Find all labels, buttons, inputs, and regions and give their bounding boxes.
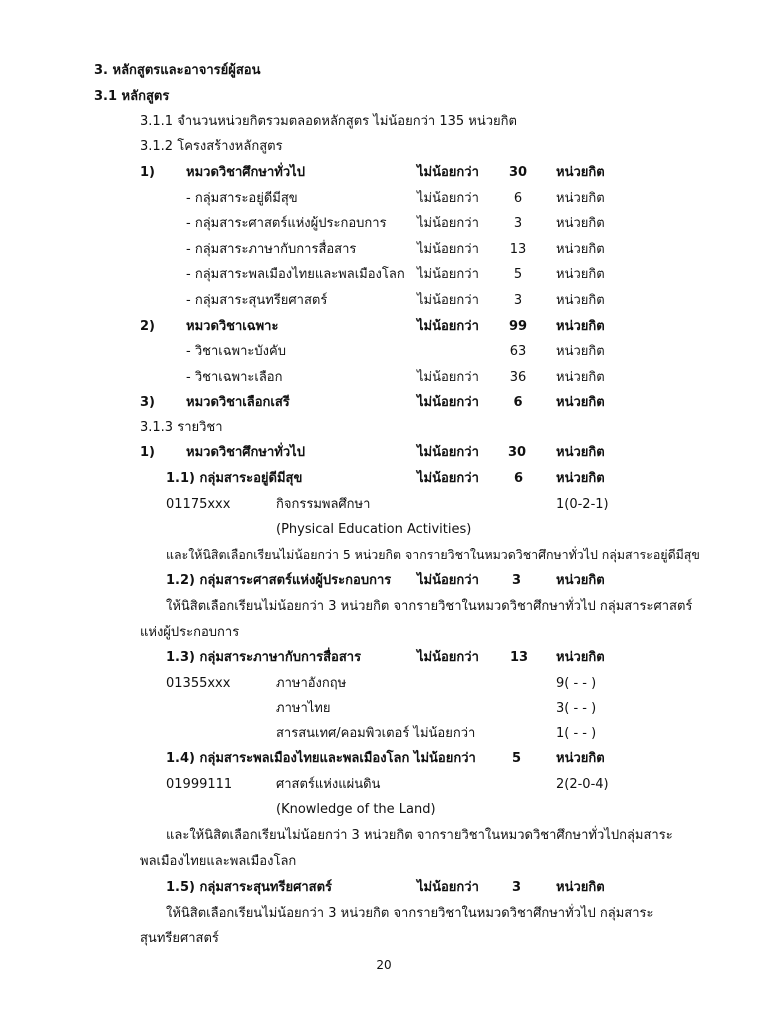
ge-min: ไม่น้อยกว่า xyxy=(417,445,479,460)
structure-row-minimum: ไม่น้อยกว่า xyxy=(417,242,479,257)
course-english-title: (Knowledge of the Land) xyxy=(276,802,436,817)
structure-row-minimum: ไม่น้อยกว่า xyxy=(417,216,479,231)
page-number: 20 xyxy=(376,958,392,972)
group-1-2-min: ไม่น้อยกว่า xyxy=(417,573,479,588)
group-1-1-note: และให้นิสิตเลือกเรียนไม่น้อยกว่า 5 หน่วยกิต จากรายวิชาในหมวดวิชาศึกษาทั่วไป กลุ่มสาระอยู่ดีมีสุข xyxy=(166,547,700,562)
structure-row-number: 3) xyxy=(140,395,155,410)
structure-row-unit: หน่วยกิต xyxy=(556,216,605,231)
ge-name: หมวดวิชาศึกษาทั่วไป xyxy=(186,445,305,460)
structure-row-minimum: ไม่น้อยกว่า xyxy=(417,319,479,334)
group-1-4-note-line2: พลเมืองไทยและพลเมืองโลก xyxy=(140,854,297,869)
structure-row-minimum: ไม่น้อยกว่า xyxy=(417,370,479,385)
group-1-4-credits: 5 xyxy=(512,751,522,766)
group-1-2-note-line2: แห่งผู้ประกอบการ xyxy=(140,625,240,640)
structure-row-unit: หน่วยกิต xyxy=(556,267,605,282)
structure-row-unit: หน่วยกิต xyxy=(556,370,605,385)
group-1-1-credits: 6 xyxy=(514,471,524,486)
structure-row-name: - วิชาเฉพาะบังคับ xyxy=(186,344,286,359)
structure-row-name: - กลุ่มสาระพลเมืองไทยและพลเมืองโลก xyxy=(186,267,405,282)
section-heading-3-1: 3.1 หลักสูตร xyxy=(94,89,170,104)
group-1-4-note-line1: และให้นิสิตเลือกเรียนไม่น้อยกว่า 3 หน่วยกิต จากรายวิชาในหมวดวิชาศึกษาทั่วไปกลุ่มสาระ xyxy=(166,828,673,843)
course-code: 01175xxx xyxy=(166,497,231,512)
course-code: 01999111 xyxy=(166,777,233,792)
course-credits: 1(0-2-1) xyxy=(556,497,609,512)
course-title: สารสนเทศ/คอมพิวเตอร์ ไม่น้อยกว่า xyxy=(276,726,476,741)
structure-row-credits: 30 xyxy=(508,165,528,180)
group-1-2-unit: หน่วยกิต xyxy=(556,573,605,588)
group-1-2-credits: 3 xyxy=(512,573,522,588)
structure-row-minimum: ไม่น้อยกว่า xyxy=(417,293,479,308)
structure-row-name: - กลุ่มสาระอยู่ดีมีสุข xyxy=(186,191,298,206)
structure-row-unit: หน่วยกิต xyxy=(556,319,605,334)
structure-row-unit: หน่วยกิต xyxy=(556,395,605,410)
course-title: กิจกรรมพลศึกษา xyxy=(276,497,371,512)
structure-row-name: - กลุ่มสาระภาษากับการสื่อสาร xyxy=(186,242,357,257)
structure-row-credits: 99 xyxy=(508,319,528,334)
structure-row-minimum: ไม่น้อยกว่า xyxy=(417,395,479,410)
group-1-3-credits: 13 xyxy=(510,650,529,665)
ge-num: 1) xyxy=(140,445,155,460)
group-1-5-note-line2: สุนทรียศาสตร์ xyxy=(140,931,219,946)
structure-row-minimum: ไม่น้อยกว่า xyxy=(417,191,479,206)
course-title: ภาษาไทย xyxy=(276,701,331,716)
group-1-4-unit: หน่วยกิต xyxy=(556,751,605,766)
group-1-2-note-line1: ให้นิสิตเลือกเรียนไม่น้อยกว่า 3 หน่วยกิต จากรายวิชาในหมวดวิชาศึกษาทั่วไป กลุ่มสาระศาสตร์ xyxy=(166,599,693,614)
structure-row-number: 2) xyxy=(140,319,155,334)
group-1-1-min: ไม่น้อยกว่า xyxy=(417,471,479,486)
group-1-5-note-line1: ให้นิสิตเลือกเรียนไม่น้อยกว่า 3 หน่วยกิต จากรายวิชาในหมวดวิชาศึกษาทั่วไป กลุ่มสาระ xyxy=(166,906,654,921)
ge-credits: 30 xyxy=(508,445,527,460)
structure-row-unit: หน่วยกิต xyxy=(556,165,605,180)
structure-row-credits: 63 xyxy=(509,344,527,359)
group-1-2-name: 1.2) กลุ่มสาระศาสตร์แห่งผู้ประกอบการ xyxy=(166,573,392,588)
group-1-4-name: 1.4) กลุ่มสาระพลเมืองไทยและพลเมืองโลก ไม่น้อยกว่า xyxy=(166,751,476,766)
structure-row-credits: 36 xyxy=(509,370,527,385)
structure-row-minimum: ไม่น้อยกว่า xyxy=(417,165,479,180)
group-1-1-name: 1.1) กลุ่มสาระอยู่ดีมีสุข xyxy=(166,471,303,486)
structure-row-name: หมวดวิชาเลือกเสรี xyxy=(186,395,290,410)
section-heading-3: 3. หลักสูตรและอาจารย์ผู้สอน xyxy=(94,63,261,78)
course-credits: 3( - - ) xyxy=(556,701,597,716)
course-title: ศาสตร์แห่งแผ่นดิน xyxy=(276,777,381,792)
structure-row-credits: 3 xyxy=(513,216,523,231)
group-1-3-unit: หน่วยกิต xyxy=(556,650,605,665)
structure-row-unit: หน่วยกิต xyxy=(556,242,605,257)
course-credits: 9( - - ) xyxy=(556,676,597,691)
structure-row-credits: 6 xyxy=(513,191,523,206)
structure-row-name: หมวดวิชาศึกษาทั่วไป xyxy=(186,165,305,180)
group-1-3-name: 1.3) กลุ่มสาระภาษากับการสื่อสาร xyxy=(166,650,362,665)
group-1-5-unit: หน่วยกิต xyxy=(556,880,605,895)
course-list-heading: 3.1.3 รายวิชา xyxy=(140,420,223,435)
group-1-5-min: ไม่น้อยกว่า xyxy=(417,880,479,895)
structure-row-minimum: ไม่น้อยกว่า xyxy=(417,267,479,282)
group-1-1-unit: หน่วยกิต xyxy=(556,471,605,486)
structure-row-unit: หน่วยกิต xyxy=(556,191,605,206)
structure-row-credits: 3 xyxy=(513,293,523,308)
ge-unit: หน่วยกิต xyxy=(556,445,605,460)
structure-row-credits: 5 xyxy=(513,267,523,282)
structure-row-credits: 6 xyxy=(513,395,523,410)
structure-row-name: - กลุ่มสาระสุนทรียศาสตร์ xyxy=(186,293,328,308)
total-credits-text: 3.1.1 จำนวนหน่วยกิตรวมตลอดหลักสูตร ไม่น้อยกว่า 135 หน่วยกิต xyxy=(140,114,517,129)
group-1-5-name: 1.5) กลุ่มสาระสุนทรียศาสตร์ xyxy=(166,880,333,895)
structure-heading: 3.1.2 โครงสร้างหลักสูตร xyxy=(140,139,283,154)
group-1-3-min: ไม่น้อยกว่า xyxy=(417,650,479,665)
structure-row-unit: หน่วยกิต xyxy=(556,293,605,308)
structure-row-credits: 13 xyxy=(509,242,527,257)
course-credits: 1( - - ) xyxy=(556,726,597,741)
group-1-5-credits: 3 xyxy=(512,880,522,895)
structure-row-number: 1) xyxy=(140,165,155,180)
structure-row-name: หมวดวิชาเฉพาะ xyxy=(186,319,279,334)
structure-row-name: - กลุ่มสาระศาสตร์แห่งผู้ประกอบการ xyxy=(186,216,387,231)
course-english-title: (Physical Education Activities) xyxy=(276,522,472,537)
structure-row-unit: หน่วยกิต xyxy=(556,344,605,359)
course-title: ภาษาอังกฤษ xyxy=(276,676,347,691)
course-credits: 2(2-0-4) xyxy=(556,777,609,792)
course-code: 01355xxx xyxy=(166,676,231,691)
structure-row-name: - วิชาเฉพาะเลือก xyxy=(186,370,283,385)
